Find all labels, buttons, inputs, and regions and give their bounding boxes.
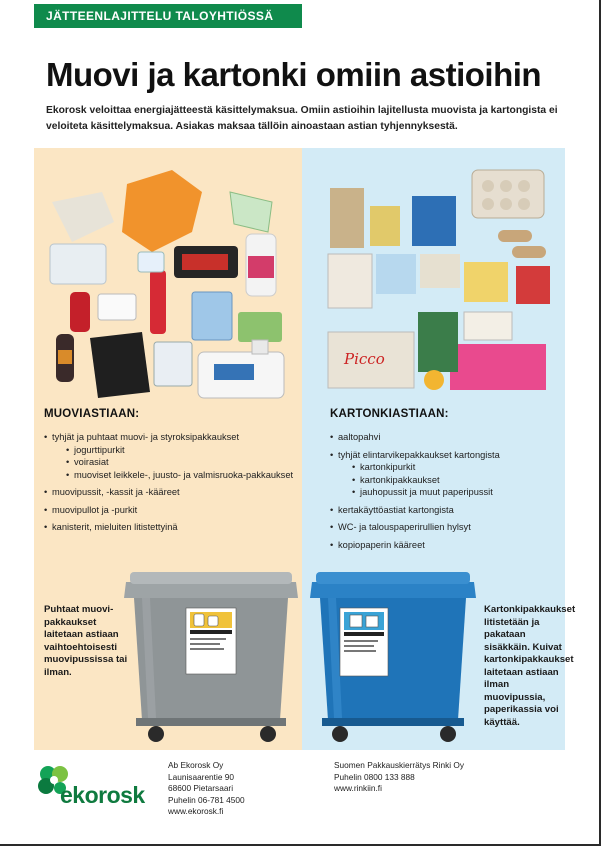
list-subitem: • muoviset leikkele-, juusto- ja valmisruoka-pakkaukset (66, 469, 296, 482)
list-item: • aaltopahvi (330, 431, 560, 444)
list-item: • muovipullot ja -purkit (44, 504, 296, 517)
ekorosk-contact: Ab Ekorosk Oy Launisaarentie 90 68600 Pietarsaari Puhelin 06-781 4500 www.ekorosk.fi (168, 760, 245, 816)
plastic-note: Puhtaat muovi-pakkaukset laitetaan astiaan vaihtoehtoisesti muovipussissa tai ilman. (44, 604, 128, 678)
topic-banner: JÄTTEENLAJITTELU TALOYHTIÖSSÄ (34, 4, 302, 28)
list-subitem: • kartonkipurkit (352, 461, 560, 474)
plastic-heading: MUOVIASTIAAN: (44, 408, 140, 420)
list-item: • kopiopaperin kääreet (330, 539, 560, 552)
svg-text:Picco: Picco (344, 350, 385, 368)
ekorosk-website-link[interactable]: www.ekorosk.fi (168, 806, 224, 816)
list-item: • WC- ja talouspaperirullien hylsyt (330, 521, 560, 534)
rinki-contact: Suomen Pakkauskierrätys Rinki Oy Puhelin 0800 133 888 www.rinkiin.fi (334, 760, 465, 793)
list-item: • muovipussit, -kassit ja -kääreet (44, 486, 296, 499)
gray-plastic-bin (120, 568, 302, 744)
logo-wordmark: ekorosk (60, 782, 145, 808)
cardboard-packaging-photo (322, 162, 554, 402)
list-subitem: • jauhopussit ja muut paperipussit (352, 486, 560, 499)
list-item: • tyhjät ja puhtaat muovi- ja styroksipakkaukset • jogurttipurkit • voirasiat • muoviset leikkele-, juusto- ja valmisruoka-pakkaukset (44, 431, 296, 481)
rinki-website-link[interactable]: www.rinkiin.fi (334, 783, 382, 793)
list-item: • kanisterit, mieluiten litistettyinä (44, 521, 296, 534)
plastic-panel (34, 148, 302, 750)
list-subitem: • voirasiat (66, 456, 296, 469)
intro-paragraph: Ekorosk veloittaa energiajätteestä käsittelymaksua. Omiin astioihin lajitellusta muovista ja kartongista ei veloiteta käsittelymaksua. Asiakas maksaa tällöin ainoastaan astian tyhjennyksestä. (46, 105, 558, 132)
blue-cardboard-bin (308, 568, 478, 744)
footer (34, 750, 565, 834)
list-subitem: • jogurttipurkit (66, 444, 296, 457)
cardboard-list (330, 431, 560, 556)
plastic-list (44, 431, 296, 539)
list-subitem: • kartonkipakkaukset (352, 474, 560, 487)
cardboard-panel (302, 148, 576, 750)
cardboard-heading: KARTONKIASTIAAN: (330, 408, 449, 420)
plastic-packaging-photo (42, 162, 294, 402)
list-item: • tyhjät elintarvikepakkaukset kartongista • kartonkipurkit • kartonkipakkaukset • jauhopussit ja muut paperipussit (330, 449, 560, 499)
cardboard-note: Kartonkipakkaukset litistetään ja pakataan sisäkkäin. Kuivat kartonkipakkaukset laitetaan astiaan ilman muovipussia, paperikassia voi käyttää. (484, 604, 576, 728)
page-title: Muovi ja kartonki omiin astioihin (46, 56, 542, 93)
list-item: • kertakäyttöastiat kartongista (330, 504, 560, 517)
ekorosk-logo (34, 758, 154, 818)
